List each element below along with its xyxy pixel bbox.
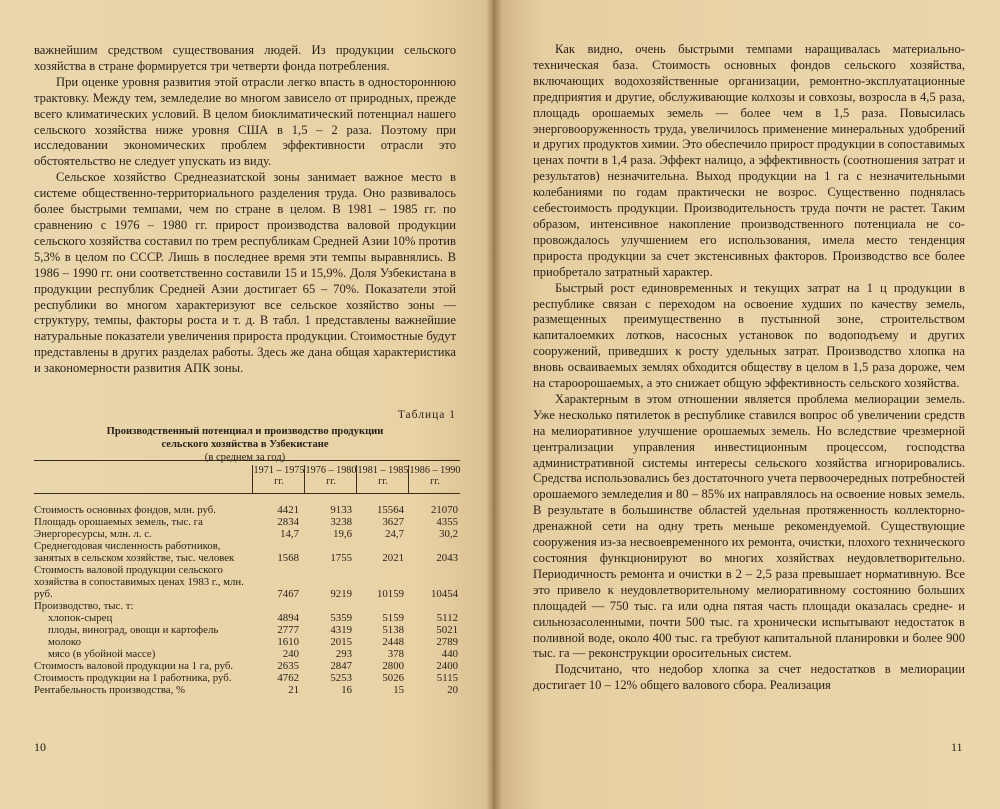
table-row <box>34 636 460 648</box>
cell-value: 7467 <box>277 588 299 600</box>
row-label: плоды, виноград, овощи и картофель <box>48 624 219 636</box>
paragraph: При оценке уровня развития этой отрасли легко впасть в одностороннюю трактовку. Между тем, земледелие во многом зависело от природных, прежде всего климатических условий. В целом биоклиматический потенциал нашего сельского хозяйства ниже уровня США в 1,5 – 2 раза. Поэтому при исследовании экономических проблем эффективности отрасли это обстоятельство не следует упускать из виду. <box>34 74 456 169</box>
cell-value: 15 <box>393 684 404 696</box>
column-header: 1971 – 1975 гг. <box>252 465 305 493</box>
column-header: 1986 – 1990 гг. <box>408 465 461 493</box>
cell-value: 1568 <box>277 552 299 564</box>
right-page <box>493 0 1000 809</box>
cell-value: 4894 <box>277 612 299 624</box>
cell-value: 19,6 <box>333 528 352 540</box>
cell-value: 10454 <box>431 588 458 600</box>
row-label: Площадь орошаемых земель, тыс. га <box>34 516 203 528</box>
row-label: молоко <box>48 636 81 648</box>
cell-value: 2847 <box>330 660 352 672</box>
cell-value: 10159 <box>377 588 404 600</box>
paragraph: Как видно, очень быстрыми темпами наращивалась материально-техническая база. Стоимость основных фондов сельского хозяйства, включающих водохозяйственные организации, ремонтно-эксплуатационные предприятия и другие, обслуживающие колхозы и совхозы, возросла в 4,5 раза, площадь орошаемых земель — более чем в 1,5 раза. Повысилась энерговооруженность труда, увеличилось применение минеральных удобрений и других продуктов химии. Это обеспечило прирост продукции в сопоставимых ценах почти в 1,4 раза. Эффект налицо, а эффективность (соотношения затрат и результатов) незначительна. Выход продукции на 1 га с незначительными колебаниями по годам практически не возрос. Существенно поднялась себестоимость продукции. Производительность труда почти не растет. Таким образом, интенсивное накопление производственного потенциала не сопровождалось улучшением его использования, имела место тенденция прироста продукции за счет экстенсивных факторов. Производство все более приобретало затратный характер. <box>533 42 965 279</box>
page-number-left: 10 <box>34 740 46 754</box>
row-label: Стоимость валовой продукции на 1 га, руб. <box>34 660 234 672</box>
row-label: Рентабельность производства, % <box>34 684 185 696</box>
cell-value: 5359 <box>330 612 352 624</box>
cell-value: 4762 <box>277 672 299 684</box>
table-row <box>34 624 460 636</box>
cell-value: 293 <box>335 648 352 660</box>
cell-value: 5021 <box>436 624 458 636</box>
paragraph: важнейшим средством существования людей. Из продукции сельского хозяйства в стране формируется три четверти фонда потребления. <box>34 43 456 73</box>
data-table <box>34 460 460 696</box>
cell-value: 14,7 <box>280 528 299 540</box>
cell-value: 9133 <box>330 504 352 516</box>
row-label: Стоимость продукции на 1 работника, руб. <box>34 672 232 684</box>
paragraph: Сельское хозяйство Среднеазиатской зоны занимает важное место в системе общественно-территориального разделения труда. Оно развивалось более быстрыми темпами, чем по стране в целом. В 1981 – 1985 гг. по сравнению с 1976 – 1980 гг. прирост производства валовой продукции сельского хозяйства составил по трем республикам Средней Азии 10% против 5,3% в целом по СССР. Лишь в последнее время эти темпы выравнялись. В 1986 – 1990 гг. они соответственно составили 15 и 15,9%. Доля Узбекистана в продукции республик Средней Азии достигает 65 – 70%. Показатели этой республики во многом характеризуют все сельское хозяйство зоны — структуру, темпы, факторы роста и т. д. В табл. 1 представлены важнейшие натуральные показатели увеличения прироста продукции. Стоимостные будут представлены в других разделах работы. Здесь же дана общая характеристика и закономерности развития АПК зоны. <box>34 170 456 376</box>
book-gutter <box>486 0 502 809</box>
table-header <box>34 460 460 494</box>
row-label: Стоимость основных фондов, млн. руб. <box>34 504 216 516</box>
row-label: Производство, тыс. т: <box>34 600 134 612</box>
cell-value: 5112 <box>436 612 458 624</box>
cell-value: 3627 <box>382 516 404 528</box>
table-caption <box>34 409 456 464</box>
cell-value: 1755 <box>330 552 352 564</box>
cell-value: 5026 <box>382 672 404 684</box>
cell-value: 378 <box>387 648 404 660</box>
cell-value: 2635 <box>277 660 299 672</box>
cell-value: 21070 <box>431 504 458 516</box>
cell-value: 240 <box>282 648 299 660</box>
cell-value: 2834 <box>277 516 299 528</box>
table-number: Таблица 1 <box>397 409 456 421</box>
table-row <box>34 600 460 612</box>
cell-value: 1610 <box>277 636 299 648</box>
cell-value: 2400 <box>436 660 458 672</box>
cell-value: 5159 <box>382 612 404 624</box>
table-row <box>34 672 460 684</box>
table-subtitle: (в среднем за год) <box>204 452 286 463</box>
column-header: 1976 – 1980 гг. <box>304 465 357 493</box>
cell-value: 2789 <box>436 636 458 648</box>
cell-value: 5138 <box>382 624 404 636</box>
paragraph: Характерным в этом отношении является проблема мелиорации земель. Уже несколько пятилеток в республике ставился вопрос об увеличении средств на мелиоративное улучшение орошаемых земель. Но вследствие чрезмерной централизации управления инвестиционным процессом, господства административной системы интересы сельского хозяйства игнорировались. Средства использовались без достаточного учета первоочередных потребностей орошаемого земледелия и 80 – 85% их направлялось на освоение новых земель. В результате в большинстве областей удельная протяженность коллекторно-дренажной сети на одну треть меньше рекомендуемой. Существующие сооружения из-за несвоевременного их ремонта, очистки, плохого технического состояния функционируют во многих хозяйствах неудовлетворительно. Периодичность ремонта и очистки в 2 – 2,5 раза превышает нормативную. Все это привело к неудовлетворительному мелиоративному состоянию больших площадей — 750 тыс. га или одна пятая часть площади оказалась средне- и сильнозасоленными, почти 500 тыс. га хронически испытывают недостаток в поливной воде, около 400 тыс. га требуют капитальной планировки и более 900 тыс. га — реконструкции оросительных систем. <box>533 391 965 661</box>
table-row <box>34 504 460 516</box>
cell-value: 9219 <box>330 588 352 600</box>
table-row <box>34 540 460 564</box>
cell-value: 30,2 <box>439 528 458 540</box>
cell-value: 4355 <box>436 516 458 528</box>
cell-value: 440 <box>441 648 458 660</box>
cell-value: 2448 <box>382 636 404 648</box>
cell-value: 2800 <box>382 660 404 672</box>
cell-value: 2021 <box>382 552 404 564</box>
page-number-right: 11 <box>951 740 963 754</box>
table-row <box>34 660 460 672</box>
cell-value: 21 <box>288 684 299 696</box>
table-row <box>34 684 460 696</box>
column-header: 1981 – 1985 гг. <box>356 465 409 493</box>
cell-value: 2043 <box>436 552 458 564</box>
row-label: мясо (в убойной массе) <box>48 648 156 660</box>
row-label: Стоимость валовой продукции сельского хозяйства в сопоставимых ценах 1983 г., млн. руб. <box>34 564 244 600</box>
table-row <box>34 648 460 660</box>
table-row <box>34 564 460 600</box>
paragraph: Подсчитано, что недобор хлопка за счет недостатков в мелиорации достигает 10 – 12% общего валового сбора. Реализация <box>533 662 965 693</box>
table-title-line-1: Производственный потенциал и производство продукции <box>106 426 384 437</box>
table-row <box>34 516 460 528</box>
row-label: Энергоресурсы, млн. л. с. <box>34 528 152 540</box>
left-page-text <box>34 43 456 377</box>
right-page-text <box>533 42 965 694</box>
cell-value: 2777 <box>277 624 299 636</box>
table-row <box>34 612 460 624</box>
cell-value: 24,7 <box>385 528 404 540</box>
table-body <box>34 504 460 696</box>
cell-value: 2015 <box>330 636 352 648</box>
table-title-line-2: сельского хозяйства в Узбекистане <box>161 439 329 450</box>
row-label: хлопок-сырец <box>48 612 113 624</box>
table-row <box>34 528 460 540</box>
row-label: Среднегодовая численность работников, занятых в сельском хозяйстве, тыс. человек <box>34 540 235 564</box>
paragraph: Быстрый рост единовременных и текущих затрат на 1 ц продукции в республике связан с переходом на освоение худших по качеству земель, размещенных преимущественно в пустынной зоне, строительством капиталоемких лотков, насосных установок по водоподъему и других сооружений, приведших к росту удельных затрат. Производство хлопка на вновь осваиваемых землях обходится обществу в целом в 1,5 раза дороже, чем на староорошаемых, а это снижает общую эффективность сельского хозяйства. <box>533 280 965 391</box>
left-page <box>0 0 493 809</box>
cell-value: 15564 <box>377 504 404 516</box>
cell-value: 4319 <box>330 624 352 636</box>
cell-value: 5115 <box>436 672 458 684</box>
cell-value: 20 <box>447 684 458 696</box>
cell-value: 5253 <box>330 672 352 684</box>
cell-value: 3238 <box>330 516 352 528</box>
cell-value: 4421 <box>277 504 299 516</box>
cell-value: 16 <box>341 684 352 696</box>
